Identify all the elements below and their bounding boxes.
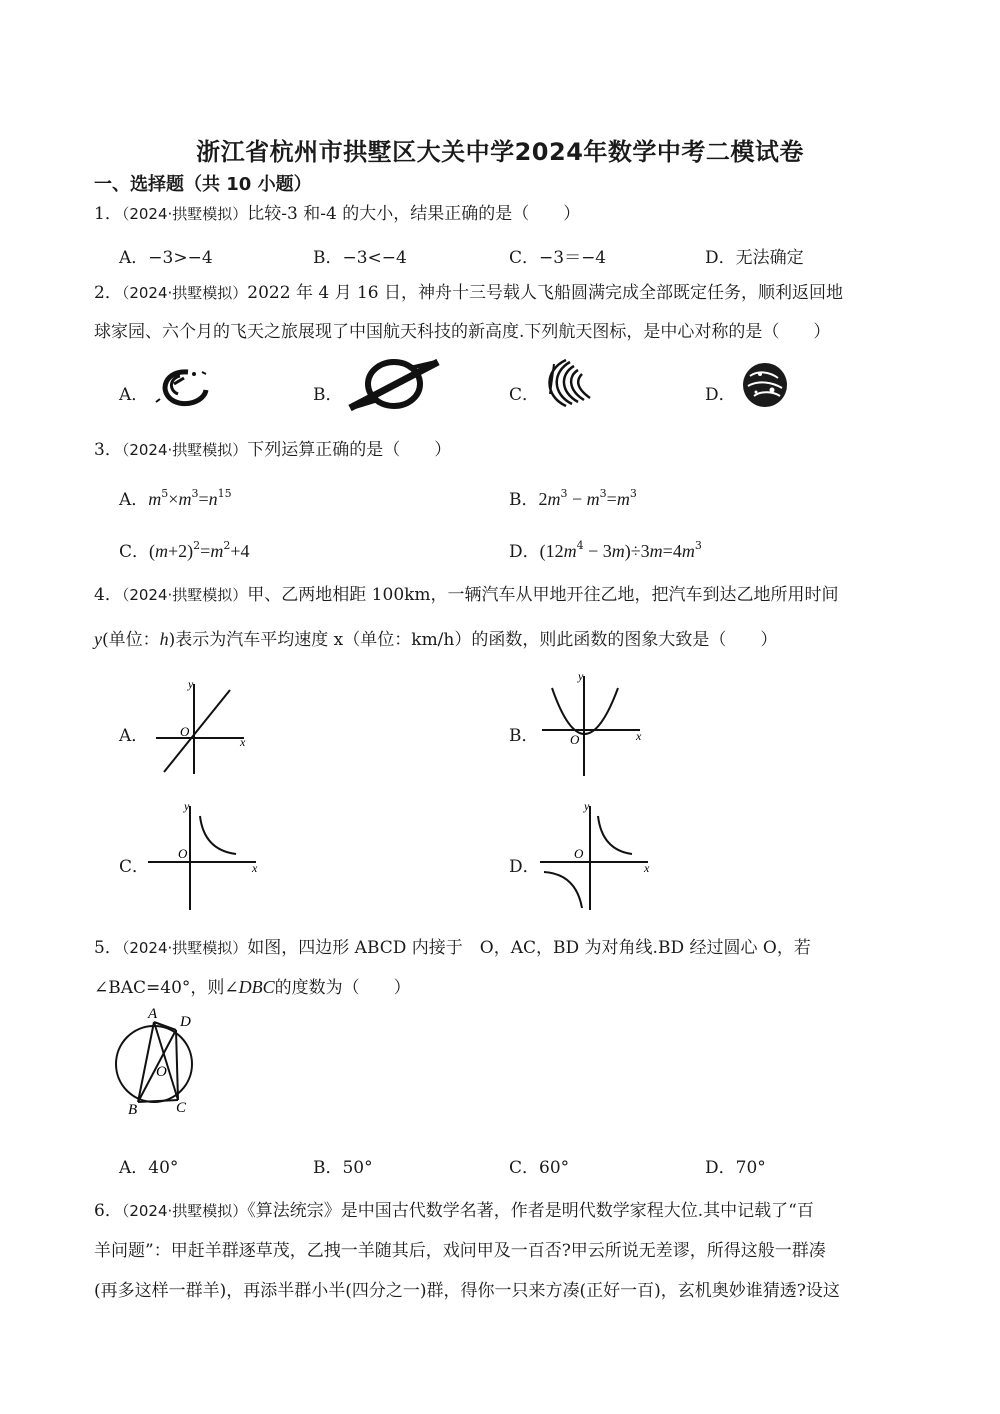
q4-graph-d <box>538 800 656 912</box>
q4-option-a-label: A． <box>119 726 149 746</box>
question-number: 5． <box>94 938 122 958</box>
question-source: （2024·拱墅模拟） <box>121 939 248 957</box>
question-source: （2024·拱墅模拟） <box>121 441 248 459</box>
x-axis-label: x <box>240 735 246 749</box>
question-source: （2024·拱墅模拟） <box>121 284 248 302</box>
q1-option-a: A．−3>−4 <box>119 248 213 268</box>
y-axis-label: y <box>578 669 584 683</box>
q2-option-a-label: A． <box>119 385 149 405</box>
section-heading: 一、选择题（共 10 小题） <box>94 174 312 195</box>
space-logo-c-image <box>540 356 598 410</box>
center-o-label: O <box>156 1064 167 1080</box>
point-b-label: B <box>128 1102 138 1118</box>
q3-option-a: A．$m^5\times m^3=n^{15}$ <box>119 487 232 510</box>
question-source: （2024·拱墅模拟） <box>121 1202 248 1220</box>
x-axis-label: x <box>636 729 642 743</box>
space-logo-b-image <box>348 356 440 412</box>
circle-quadrilateral-figure <box>114 1004 214 1116</box>
question-text: 如图，四边形 ABCD 内接于 O，AC，BD 为对角线.BD 经过圆心 O，若 <box>247 938 811 958</box>
q5-option-c: C．60° <box>509 1158 570 1178</box>
q1-option-d: D．无法确定 <box>705 248 804 268</box>
q2-option-d-label: D． <box>705 385 736 405</box>
question-6-line-1 <box>94 1200 814 1222</box>
question-2-line-2: 球家园、六个月的飞天之旅展现了中国航天科技的新高度.下列航天图标，是中心对称的是（ ） <box>94 322 831 342</box>
q4-option-b-label: B． <box>509 726 539 746</box>
q1-option-c: C．−3＝−4 <box>509 248 607 268</box>
origin-label: O <box>570 732 580 747</box>
origin-label: O <box>180 724 190 739</box>
question-4-line-2: y(单位：h)表示为汽车平均速度 x（单位：km/h）的函数，则此函数的图象大致是（ ） <box>94 629 778 650</box>
point-c-label: C <box>176 1100 187 1116</box>
q5-option-d: D．70° <box>705 1158 766 1178</box>
q4-graph-c <box>146 800 264 912</box>
point-d-label: D <box>180 1014 191 1030</box>
question-text: 甲、乙两地相距 100km，一辆汽车从甲地开往乙地，把汽车到达乙地所用时间 <box>247 585 839 605</box>
question-number: 4． <box>94 585 122 605</box>
question-6-line-3: (再多这样一群羊)，再添半群小半(四分之一)群，得你一只来方凑(正好一百)，玄机奥妙谁猜透?设这 <box>94 1281 840 1301</box>
space-logo-a-image <box>150 362 212 410</box>
q3-option-c: C．$(m+2)^2=m^2+4$ <box>119 539 250 562</box>
space-logo-d-image <box>740 360 790 410</box>
question-text: 比较-3 和-4 的大小，结果正确的是（ ） <box>247 204 581 224</box>
question-number: 1． <box>94 204 122 224</box>
question-number: 2． <box>94 283 122 303</box>
y-axis-label: y <box>188 677 194 691</box>
y-axis-label: y <box>584 799 590 813</box>
question-text: 《算法统宗》是中国古代数学名著，作者是明代数学家程大位.其中记载了“百 <box>247 1201 814 1221</box>
question-2-line-1 <box>94 282 843 304</box>
q3-option-b: B．$2m^3 - m^3=m^3$ <box>509 487 637 510</box>
q3-option-d: D．$(12m^4 - 3m)\div 3m=4m^3$ <box>509 539 702 562</box>
point-a-label: A <box>148 1006 158 1022</box>
q4-option-d-label: D． <box>509 857 540 877</box>
question-text: 下列运算正确的是（ ） <box>247 440 452 460</box>
x-axis-label: x <box>252 861 258 875</box>
question-4-line-1 <box>94 584 839 606</box>
question-1-stem <box>94 203 580 225</box>
q2-option-b-label: B． <box>313 385 343 405</box>
q4-graph-a <box>150 676 250 776</box>
x-axis-label: x <box>644 861 650 875</box>
page-title: 浙江省杭州市拱墅区大关中学2024年数学中考二模试卷 <box>196 138 804 166</box>
question-source: （2024·拱墅模拟） <box>121 586 248 604</box>
question-text: 2022 年 4 月 16 日，神舟十三号载人飞船圆满完成全部既定任务，顺利返回地 <box>247 283 844 303</box>
y-axis-label: y <box>184 799 190 813</box>
q1-option-b: B．−3<−4 <box>313 248 407 268</box>
q5-option-b: B．50° <box>313 1158 373 1178</box>
question-number: 3． <box>94 440 122 460</box>
q2-option-c-label: C． <box>509 385 540 405</box>
origin-label: O <box>574 846 584 861</box>
question-number: 6． <box>94 1201 122 1221</box>
question-6-line-2: 羊问题”：甲赶羊群逐草茂，乙拽一羊随其后，戏问甲及一百否?甲云所说无差谬，所得这般一群凑 <box>94 1241 826 1261</box>
q4-graph-b <box>540 670 650 780</box>
origin-label: O <box>178 846 188 861</box>
q4-option-c-label: C． <box>119 857 150 877</box>
question-source: （2024·拱墅模拟） <box>121 205 248 223</box>
question-5-line-1 <box>94 937 811 959</box>
q5-option-a: A．40° <box>119 1158 179 1178</box>
question-3-stem <box>94 439 451 461</box>
question-5-line-2: ∠BAC=40°，则∠DBC的度数为（ ） <box>94 977 411 998</box>
